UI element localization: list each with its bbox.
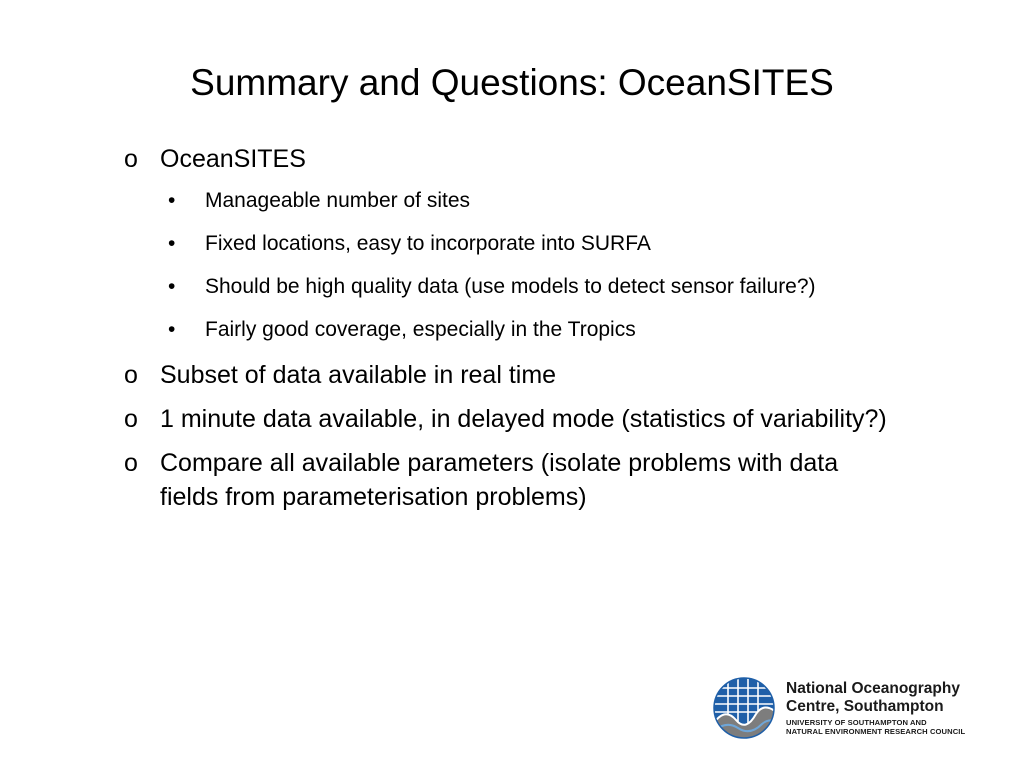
sub-bullet-high-quality — [160, 272, 896, 302]
sub-bullet-marker: • — [168, 189, 176, 212]
globe-wave-icon — [712, 676, 776, 740]
sub-bullet-text: Should be high quality data (use models to detect sensor failure?) — [205, 275, 816, 298]
logo-text — [786, 680, 998, 736]
logo-line-nerc: NATURAL ENVIRONMENT RESEARCH COUNCIL — [786, 727, 966, 736]
logo-line-name: National Oceanography — [786, 680, 960, 697]
bullet-oceansites — [116, 142, 896, 176]
bullet-text: OceanSITES — [160, 145, 306, 173]
sub-bullet-list — [116, 186, 896, 345]
sub-bullet-text: Manageable number of sites — [205, 189, 470, 212]
bullet-compare-parameters — [116, 446, 896, 514]
sub-bullet-marker: • — [168, 232, 176, 255]
bullet-marker: o — [124, 145, 138, 173]
bullet-text: Subset of data available in real time — [160, 361, 557, 389]
bullet-marker: o — [124, 449, 138, 477]
bullet-subset-realtime — [116, 358, 896, 392]
sub-bullet-text: Fairly good coverage, especially in the Tropics — [205, 318, 636, 341]
logo-line-university: UNIVERSITY OF SOUTHAMPTON AND — [786, 718, 927, 727]
bullet-marker: o — [124, 405, 138, 433]
logo-line-place: Centre, Southampton — [786, 698, 944, 715]
bullet-text: Compare all available parameters (isolate problems with data fields from parameterisation problems) — [160, 449, 839, 511]
sub-bullet-coverage — [160, 315, 896, 345]
sub-bullet-fixed-locations — [160, 229, 896, 259]
bullet-one-minute-data — [116, 402, 896, 436]
noc-logo — [712, 676, 998, 744]
sub-bullet-marker: • — [168, 318, 176, 341]
sub-bullet-text: Fixed locations, easy to incorporate into SURFA — [205, 232, 651, 255]
bullet-marker: o — [124, 361, 138, 389]
sub-bullet-manageable-sites — [160, 186, 896, 216]
sub-bullet-marker: • — [168, 275, 176, 298]
bullet-text: 1 minute data available, in delayed mode (statistics of variability?) — [160, 405, 887, 433]
slide-title: Summary and Questions: OceanSITES — [190, 62, 834, 103]
bullet-list — [116, 142, 896, 524]
